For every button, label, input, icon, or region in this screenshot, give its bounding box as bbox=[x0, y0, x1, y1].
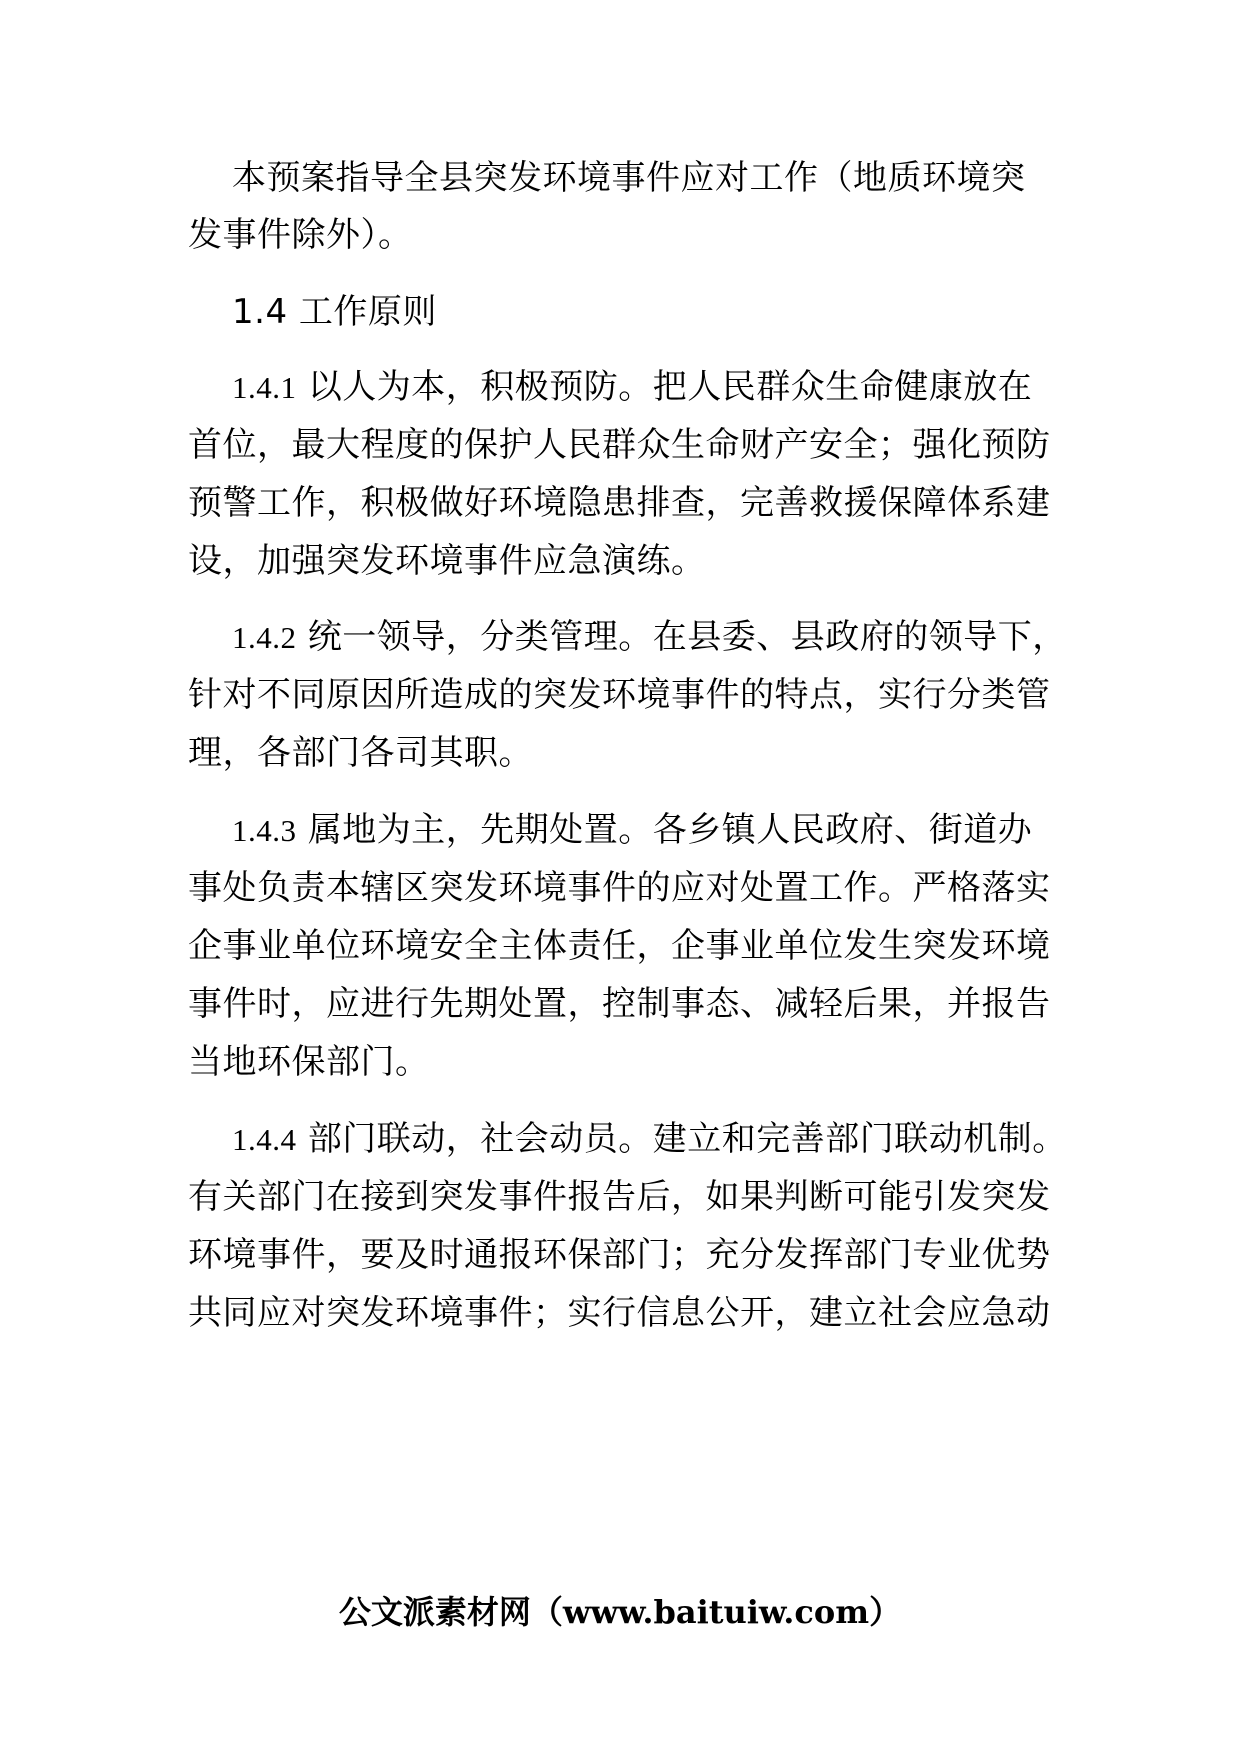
principle-line: 针对不同原因所造成的突发环境事件的特点，实行分类管 bbox=[188, 675, 1051, 715]
principle-line: 预警工作，积极做好环境隐患排查，完善救援保障体系建 bbox=[188, 483, 1051, 523]
section-heading-title: 工作原则 bbox=[298, 292, 437, 332]
principle-line: 共同应对突发环境事件；实行信息公开，建立社会应急动 bbox=[188, 1293, 1051, 1333]
principle-line: 理，各部门各司其职。 bbox=[188, 733, 533, 773]
page-footer: 公文派素材网（www.baituiw.com） bbox=[338, 1593, 902, 1631]
principle-first-line bbox=[232, 810, 1032, 851]
principle-line: 事件时，应进行先期处置，控制事态、减轻后果，并报告 bbox=[188, 984, 1051, 1024]
principle-text: 统一领导，分类管理。在县委、县政府的领导下， bbox=[307, 617, 1067, 657]
principle-line: 事处负责本辖区突发环境事件的应对处置工作。严格落实 bbox=[188, 868, 1051, 908]
principle-text: 部门联动，社会动员。建立和完善部门联动机制。 bbox=[307, 1119, 1067, 1159]
scope-paragraph-line: 本预案指导全县突发环境事件应对工作（地质环境突 bbox=[232, 158, 1026, 198]
section-heading-number: 1.4 bbox=[232, 292, 288, 332]
principle-number: 1.4.4 bbox=[232, 1122, 297, 1157]
principle-first-line bbox=[232, 1119, 1067, 1160]
principle-number: 1.4.1 bbox=[232, 370, 297, 405]
principle-number: 1.4.2 bbox=[232, 620, 297, 655]
principle-line: 首位，最大程度的保护人民群众生命财产安全；强化预防 bbox=[188, 425, 1051, 465]
principle-number: 1.4.3 bbox=[232, 813, 297, 848]
principle-line: 有关部门在接到突发事件报告后，如果判断可能引发突发 bbox=[188, 1177, 1051, 1217]
scope-paragraph-line: 发事件除外）。 bbox=[188, 215, 413, 255]
principle-line: 设，加强突发环境事件应急演练。 bbox=[188, 541, 706, 581]
principle-text: 属地为主，先期处置。各乡镇人民政府、街道办 bbox=[307, 810, 1033, 850]
section-heading bbox=[232, 292, 437, 332]
principle-line: 环境事件，要及时通报环保部门；充分发挥部门专业优势 bbox=[188, 1235, 1051, 1275]
principle-first-line bbox=[232, 617, 1067, 658]
principle-line: 当地环保部门。 bbox=[188, 1042, 430, 1082]
principle-text: 以人为本，积极预防。把人民群众生命健康放在 bbox=[307, 367, 1033, 407]
principle-first-line bbox=[232, 367, 1032, 408]
principle-line: 企事业单位环境安全主体责任，企事业单位发生突发环境 bbox=[188, 926, 1051, 966]
